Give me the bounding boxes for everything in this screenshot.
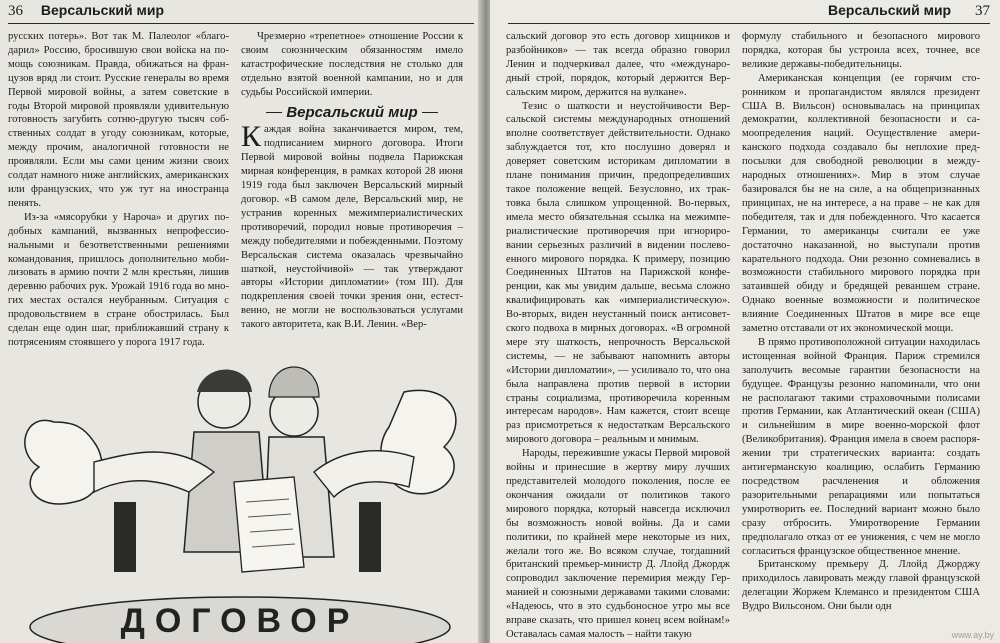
- cartoon-illustration: [14, 352, 466, 643]
- paragraph: [241, 120, 463, 332]
- section-title-text: Версальский мир: [286, 103, 418, 121]
- right-column-2: [742, 30, 980, 614]
- paragraph: Тезис о шаткости и неустойчивости Версальской системы международных отношений вполне соответствует действительности. Однако заблуждается тот, кто послушно доверял и доверяет советским историкам дипломатии в плане понимания причин, предопределивших такое положение вещей. Безусловно, их трактовка была слишком упрощенной. Во-первых, имела место обязательная ссылка на межимпериалистические противоречия при игнорировании серьезных различий в видении послевоенного мирового порядка. К примеру, позицию Соединенных Штатов на Парижской конференции, как мы увидим дальше, весьма сложно квалифицировать как «империалистическую». Во-вторых, виден неустанный поиск антисоветского подвоха в мирных договорах. «В огромной мере эту шаткость, непрочность Версальской системы, — не забывают напомнить авторы «Истории дипломатии», — усиливало то, что она была направлена против первой в истории страны социализма, противоречила коренным интересам народов». Нам кажется, стоит всеще раз присмотреться к недостаткам Версальского мирового договора – реальным и мнимым.: [506, 100, 730, 446]
- header-rule-right: [508, 23, 990, 24]
- paragraph: Из-за «мясорубки у Нароча» и других подобных кампаний, вызванных непрофессиональными и безответственными решениями командования, пришлось дополнительно мобилизовать в армию почти 2 млн крестьян, лишив деревню рабочих рук. Урожай 1916 года во многих местах остался неубранным. Ситуация с продовольствием в стране обострилась. Был сделан еще один шаг, приближавший страну к потрясениям стоявшего у порога 1917 года.: [8, 211, 229, 348]
- paragraph: В прямо противоположной ситуации находилась истощенная войной Франция. Париж стремился заполучить весомые гарантии безопасности на будущее. Французы резонно напоминали, что они не располагают такими страховочными полисами против Германии, как Атлантический океан (США) и сильнейшим в мире военно-морской флот (Великобритания). Франция имела в своем распоряжении три стратегических варианта: создать антигерманскую коалицию, ослабить Германию посредством расчленения и обложения разорительными репарациями или попытаться умиротворить ее. Последний вариант можно было сразу отбросить. Умиротворение Германии предполагало отказ от ее унижения, с чем не могло согласиться французское общественное мнение.: [742, 336, 980, 557]
- right-column-1: [506, 30, 730, 642]
- header-rule-left: [8, 23, 474, 24]
- barrel-lettering: ДОГОВОР: [120, 602, 360, 640]
- page-number-left: 36: [8, 3, 23, 19]
- left-page: [0, 0, 482, 643]
- running-head-title-left: Версальский мир: [40, 2, 164, 18]
- left-running-head: [8, 2, 474, 22]
- paragraph-text: аждая война заканчивается миром, тем, подписанием мирного договора. Итоги Первой мировой войны подвела Парижская мирная конференция, в рамках которой 28 июня 1919 года был заключен Версальский мирный договор. «В самом деле, Версальский мир, не устранив коренных межимпериалистических противоречий, породил новые противоречия – между победителями и побежденными. Поэтому Версальская система оказалась чрезвычайно шаткой, неустойчивой» — так утверждают авторы «Истории дипломатии» (том III). Для подкрепления своей точки зрения они, естественно, не могли не воспользоваться услугами такого авторитета, как В.И. Ленин. «Вер-: [241, 124, 463, 331]
- paragraph: Народы, пережившие ужасы Первой мировой войны и принесшие в жертву миру лучших представителей молодого поколения, после ее окончания ожидали от политиков такого мирового порядка, который навсегда исключил бы возможность новой войны. Да и сами политики, по крайней мере некоторые из них, желали того же. Во всяком случае, тогдашний британский премьер-министр Д. Ллойд Джордж сопроводил заключение перемирия между Германией и союзными державами такими словами: «Надеюсь, что в это судьбоносное утро мы все вправе сказать, что пришел конец всем войнам!» Оставалась самая малость – найти такую: [506, 448, 730, 640]
- paragraph: Чрезмерно «трепетное» отношение России к своим союзническим обязанностям имело катастрофические последствия не столько для отдельно взятой военной кампании, но и для судьбы Российской империи.: [241, 31, 463, 98]
- page-number-right: 37: [975, 3, 990, 19]
- drop-cap: К: [241, 120, 262, 154]
- left-column-2: [241, 30, 463, 332]
- paragraph: русских потерь». Вот так М. Палеолог «благодарил» Россию, бросившую свои войска на помощь союзникам. Правда, обижаться на французов вряд ли стоит. Русские генералы во время Первой мировой войны, а затем советские в годы Второй мировой проявляли удивительную готовность загубить сотню-другую тысяч собственных солдат в угоду союзникам, которые, между прочим, аналогичной готовности не проявляли. Если мы сами ценим жизни своих солдат намного ниже английских, американских или французских, что уж тут на иностранца пенять.: [8, 31, 229, 209]
- left-column-1: [8, 30, 229, 350]
- paragraph: Британскому премьеру Д. Ллойд Джорджу приходилось лавировать между главой французской делегации Жоржем Клемансо и президентом США Вудро Вильсоном. Они были одн: [742, 559, 980, 613]
- section-title: [241, 103, 463, 121]
- paragraph: формулу стабильного и безопасного мирового порядка, которая бы устроила всех, точнее, все великие державы-победительницы.: [742, 31, 980, 70]
- running-head-title-right: Версальский мир: [828, 2, 952, 18]
- paragraph: сальский договор это есть договор хищников и разбойников» — так всегда образно говорил Ленин и подчеркивал далее, что «международный строй, порядок, который держится Версальским миром, держится на вулкане».: [506, 31, 730, 98]
- watermark: www.ay.by: [951, 630, 994, 640]
- right-page: [490, 0, 1000, 643]
- paragraph: Американская концепция (ее горячим сторонником и пропагандистом являлся президент США В. Вильсон) основывалась на принципах демократии, коллективной безопасности и самоопределения наций. Осуществление американского подхода создавало бы неплохие предпосылки для свободной революции в международных отношениях». Мир в этом случае базировался бы не на силе, а на общепризнанных принципах, не на интересе, а на праве – не как для победителя, так и для побежденного. Что касается Германии, то американцы считали ее уже достаточно наказанной, но выступали против карательного подхода. Они резонно сомневались в возможности стабильного мирового порядка при затаившей обиду и бредящей реваншем стране. Однако военные возможности и политическое влияние Соединенных Штатов в мире все еще заметно отставали от их экономической мощи.: [742, 72, 980, 335]
- right-running-head: [508, 2, 990, 22]
